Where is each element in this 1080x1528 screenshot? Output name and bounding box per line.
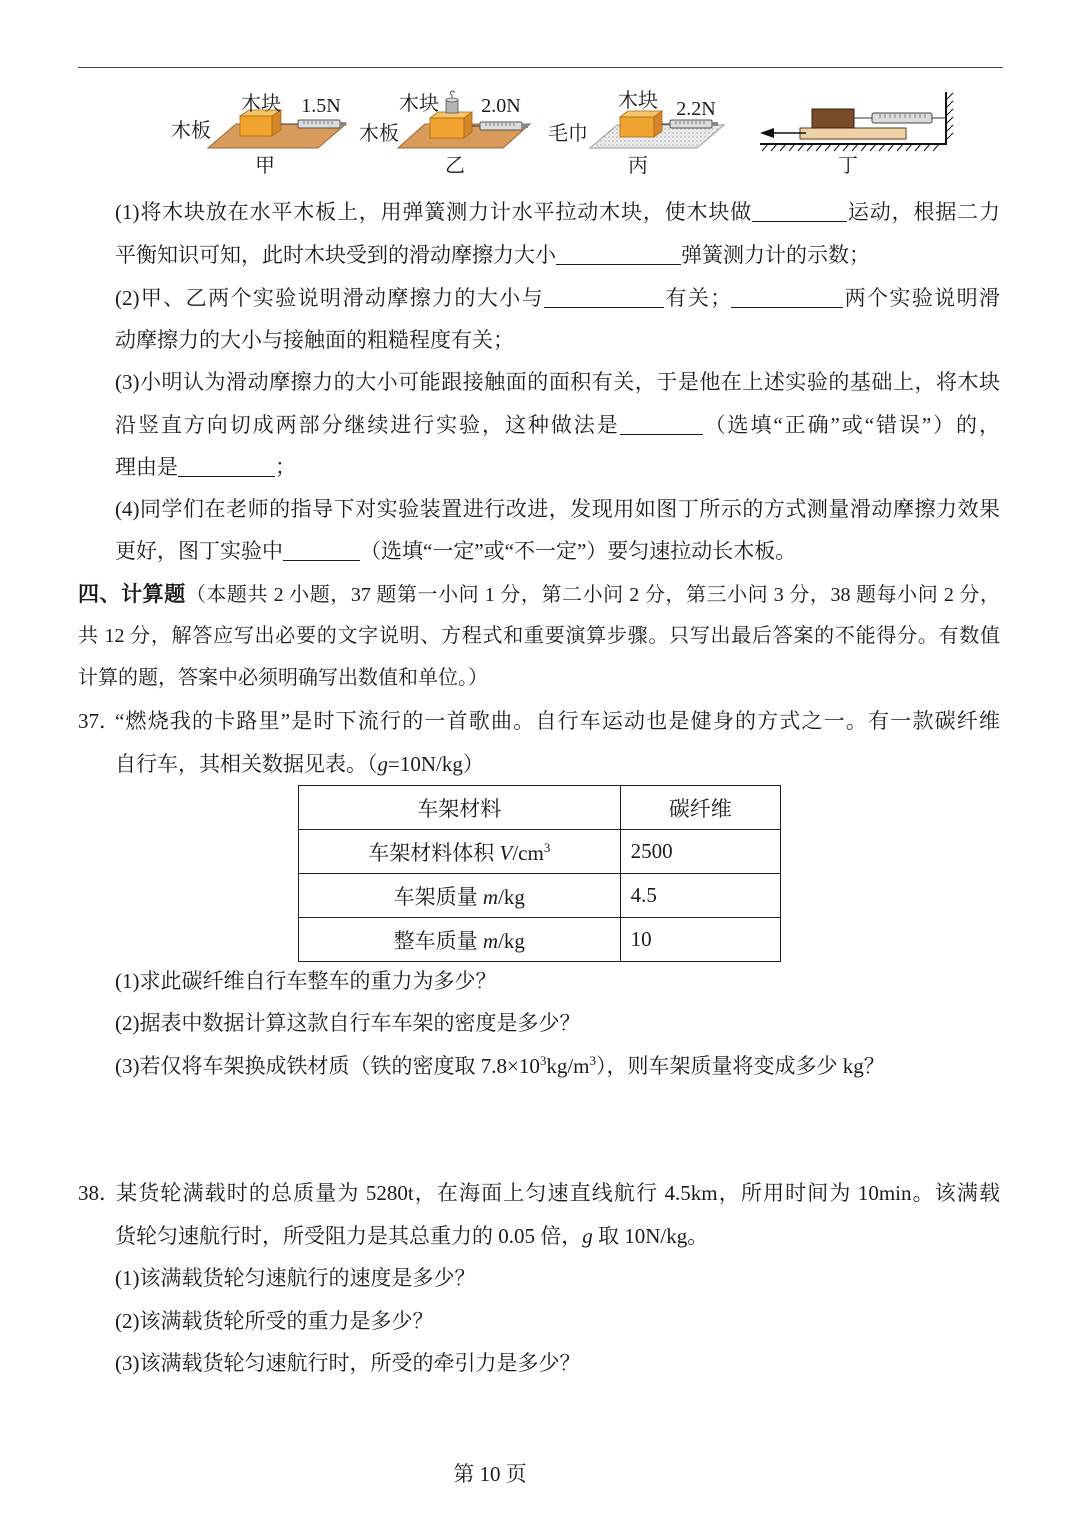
q36-p3-line2	[115, 410, 1000, 440]
q36-p1-line2	[115, 240, 1000, 270]
scale-hook	[522, 124, 528, 128]
table-row	[299, 918, 781, 962]
figure-yi	[359, 91, 530, 177]
surface-label: 毛巾	[548, 123, 588, 145]
table-cell	[299, 874, 621, 918]
text: 货轮匀速航行时，所受阻力是其总重力的 0.05 倍，	[115, 1224, 583, 1248]
text: 取 10N/kg。	[592, 1224, 709, 1248]
text: (3)该满载货轮匀速航行时，所受的牵引力是多少？	[115, 1351, 581, 1375]
text: (2)该满载货轮所受的重力是多少？	[115, 1309, 434, 1333]
q38-sub2	[115, 1306, 1000, 1336]
table-row	[299, 830, 781, 874]
block-label: 木块	[618, 90, 658, 112]
question-number: 37．	[78, 709, 120, 733]
text: (1)将木块放在水平木板上，用弹簧测力计水平拉动木块，使木块做	[115, 200, 753, 224]
text: （选填“正确”或“错误”）的，	[702, 413, 1000, 437]
table-cell: 2500	[620, 830, 780, 874]
text: (1)求此碳纤维自行车整车的重力为多少？	[115, 969, 497, 993]
force-reading: 2.0N	[481, 95, 521, 117]
row-label: 车架质量	[393, 884, 483, 909]
block-label: 木块	[241, 93, 281, 115]
text: 平衡知识可知，此时木块受到的滑动摩擦力大小	[115, 243, 556, 267]
figure-caption: 丁	[838, 155, 858, 177]
q36-p2-line2	[115, 325, 1000, 355]
q36-p3-line1	[115, 367, 1000, 397]
section-note: 共 12 分，解答应写出必要的文字说明、方程式和重要演算步骤。只写出最后答案的不能得分。有数值	[78, 625, 1000, 647]
answer-blank	[620, 414, 703, 435]
q36-p1-line1	[115, 197, 1000, 227]
text: (1)该满载货轮匀速航行的速度是多少？	[115, 1266, 476, 1290]
text: “燃烧我的卡路里”是时下流行的一首歌曲。自行车运动也是健身的方式之一。有一款碳纤维	[115, 709, 1000, 733]
wood-block	[812, 109, 854, 128]
text: 动摩擦力的大小与接触面的粗糙程度有关；	[115, 328, 514, 352]
figure-bing	[548, 89, 724, 177]
block-label: 木块	[399, 93, 439, 115]
q37-stem-line1	[78, 706, 1000, 736]
answer-blank	[283, 540, 360, 561]
q37-sub3	[115, 1051, 1000, 1081]
table-cell: 10	[620, 918, 780, 962]
text: ；	[275, 455, 296, 479]
force-reading: 1.5N	[301, 95, 341, 117]
section-note: 计算的题，答案中必须明确写出数值和单位。）	[78, 667, 488, 689]
text: 某货轮满载时的总质量为 5280t，在海面上匀速直线航行 4.5km，所用时间为 10min。该满载	[115, 1181, 1000, 1205]
figure-caption: 乙	[445, 155, 465, 177]
figure-caption: 甲	[255, 155, 275, 177]
answer-blank	[752, 201, 847, 222]
row-label: 整车质量	[393, 928, 483, 953]
exponent: 3	[539, 1053, 547, 1068]
q36-p4-line2	[115, 536, 1000, 566]
text: 弹簧测力计的示数；	[681, 243, 870, 267]
text: (2)据表中数据计算这款自行车车架的密度是多少？	[115, 1011, 581, 1035]
q36-p4-line1	[115, 494, 1000, 524]
symbol: V	[499, 840, 513, 865]
text: (2)甲、乙两个实验说明滑动摩擦力的大小与	[115, 286, 545, 310]
text: 运动，根据二力	[847, 200, 1001, 224]
exponent: 3	[589, 1053, 596, 1068]
text: =10N/kg）	[388, 752, 484, 776]
section-note: （本题共 2 小题，37 题第一小问 1 分，第二小问 2 分，第三小问 3 分，38 题每小问 2 分，	[185, 584, 1000, 606]
spring-scale	[872, 113, 932, 123]
q38-stem-line2	[115, 1221, 1000, 1251]
unit: /kg	[498, 884, 525, 909]
force-reading: 2.2N	[676, 98, 716, 120]
unit: /kg	[498, 928, 525, 953]
text: kg/m	[546, 1054, 590, 1078]
text: (4)同学们在老师的指导下对实验装置进行改进，发现用如图丁所示的方式测量滑动摩擦力效果	[115, 497, 1000, 521]
text: (3)若仅将车架换成铁材质（铁的密度取 7.8×10	[115, 1054, 540, 1078]
text: (3)小明认为滑动摩擦力的大小可能跟接触面的面积有关，于是他在上述实验的基础上，将木块	[115, 370, 1000, 394]
section-note-line2	[78, 621, 1000, 651]
q38-sub3	[115, 1348, 1000, 1378]
experiment-figures	[0, 0, 1080, 190]
answer-blank	[731, 287, 843, 308]
q37-sub2	[115, 1008, 1000, 1038]
section-heading-line	[78, 579, 1000, 609]
symbol: m	[482, 884, 499, 909]
q36-p3-line3	[115, 452, 1000, 482]
wood-block	[240, 116, 272, 136]
q37-stem-line2	[115, 749, 1000, 779]
q38-stem-line1	[78, 1178, 1000, 1208]
scale-hook	[340, 122, 346, 126]
symbol: g	[377, 752, 388, 776]
ground-hatch	[762, 144, 939, 151]
wall-hatch	[946, 93, 953, 140]
q36-p2-line1	[115, 283, 1000, 313]
text: （选填“一定”或“不一定”）要匀速拉动长木板。	[360, 539, 797, 563]
answer-blank	[556, 244, 681, 265]
weight-hook	[451, 91, 455, 98]
table-cell: 4.5	[620, 874, 780, 918]
weight-top	[446, 98, 458, 102]
unit: /cm	[512, 840, 544, 865]
wood-block	[430, 118, 464, 138]
text: 自行车，其相关数据见表。（	[115, 752, 378, 776]
section-note-line3	[78, 663, 1000, 693]
answer-blank	[544, 287, 664, 308]
table-cell: 碳纤维	[620, 786, 780, 830]
text: 有关；	[664, 286, 732, 310]
text: 沿竖直方向切成两部分继续进行实验，这种做法是	[115, 413, 620, 437]
symbol: m	[482, 928, 499, 953]
table-cell: 车架材料	[299, 786, 621, 830]
table-header-row	[299, 786, 781, 830]
table-cell	[299, 830, 621, 874]
section-title: 四、计算题	[78, 582, 186, 606]
symbol: g	[582, 1224, 593, 1248]
row-label: 车架材料体积	[368, 840, 500, 865]
text: ），则车架质量将变成多少 kg？	[596, 1054, 885, 1078]
exponent: 3	[543, 839, 551, 855]
figure-jia	[171, 92, 346, 177]
text: 更好，图丁实验中	[115, 539, 283, 563]
figure-caption: 丙	[628, 155, 648, 177]
long-board	[800, 128, 906, 139]
table-row	[299, 874, 781, 918]
table-cell	[299, 918, 621, 962]
surface-label: 木板	[359, 123, 399, 145]
figure-ding	[760, 92, 953, 177]
q37-sub1	[115, 966, 1000, 996]
answer-blank	[178, 456, 275, 477]
bike-data-table	[298, 785, 781, 962]
scale-hook	[712, 122, 718, 126]
surface-label: 木板	[171, 120, 211, 142]
q38-sub1	[115, 1263, 1000, 1293]
pull-arrow-icon	[760, 128, 774, 138]
wood-block	[620, 117, 654, 137]
page-number: 第 10 页	[453, 1462, 527, 1486]
question-number: 38．	[78, 1181, 120, 1205]
text: 理由是	[115, 455, 178, 479]
text: 两个实验说明滑	[843, 286, 1001, 310]
